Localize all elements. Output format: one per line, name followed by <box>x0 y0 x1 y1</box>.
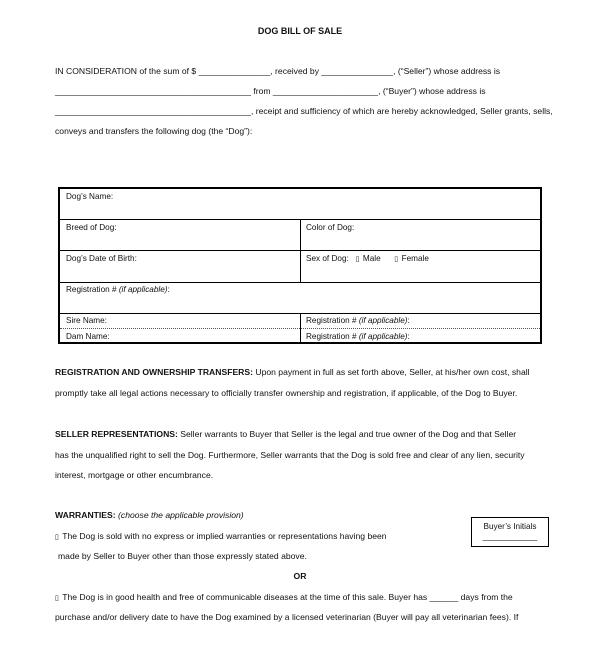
female-checkbox-icon[interactable]: ▯ <box>394 256 399 263</box>
warranty-option-2-line-2: purchase and/or delivery date to have the Dog examined by a licensed veterinarian (Buyer will pay all veterinarian fees). If <box>55 612 519 622</box>
male-option: Male <box>362 254 381 263</box>
color-label: Color of Dog: <box>306 223 355 232</box>
buyer-initials-label: Buyer’s Initials <box>483 522 537 531</box>
seller-reps-heading: SELLER REPRESENTATIONS: <box>55 429 178 439</box>
registration-text-1: Upon payment in full as set forth above, Seller, at his/her own cost, shall <box>255 367 530 377</box>
or-separator: OR <box>293 571 307 581</box>
intro-line-2: _________________________________________ from ______________________, (“Buyer”) whose address is <box>55 86 486 96</box>
warranties-heading: WARRANTIES: <box>55 510 116 520</box>
table-divider <box>300 313 301 344</box>
registration-line-2: promptly take all legal actions necessary to officially transfer ownership and registration, if applicable, of the Dog to Buyer. <box>55 388 518 398</box>
seller-reps-text-1: Seller warrants to Buyer that Seller is the legal and true owner of the Dog and that Seller <box>180 429 517 439</box>
warranties-heading-line <box>55 510 244 521</box>
table-divider <box>300 219 301 282</box>
seller-reps-line-3: interest, mortgage or other encumbrance. <box>55 470 214 480</box>
intro-line-1: IN CONSIDERATION of the sum of $ _______________, received by _______________, (“Seller”) whose address is <box>55 66 501 76</box>
colon: : <box>407 316 410 325</box>
dob-label: Dog’s Date of Birth: <box>66 254 137 263</box>
if-applicable-note: (if applicable) <box>118 285 168 294</box>
option-2-checkbox-icon[interactable]: ▯ <box>55 595 59 602</box>
sex-label: Sex of Dog: <box>306 254 349 263</box>
if-applicable-note: (if applicable) <box>358 316 408 325</box>
option-2-text-1: The Dog is in good health and free of communicable diseases at the time of this sale. Buyer has ______ days from the <box>62 592 513 602</box>
intro-line-4: conveys and transfers the following dog (the “Dog”): <box>55 126 253 136</box>
warranty-option-1-line-2: made by Seller to Buyer other than those expressly stated above. <box>58 551 307 561</box>
option-1-checkbox-icon[interactable]: ▯ <box>55 534 59 541</box>
warranty-option-1-line-1 <box>55 531 387 543</box>
seller-reps-line-2: has the unqualified right to sell the Dog. Furthermore, Seller warrants that the Dog is sold free and clear of any lien, security <box>55 450 525 460</box>
sire-registration-field <box>306 316 410 326</box>
male-checkbox-icon[interactable]: ▯ <box>355 256 360 263</box>
seller-reps-line-1 <box>55 429 516 440</box>
registration-line-1 <box>55 367 530 378</box>
female-option: Female <box>401 254 429 263</box>
warranty-option-2-line-1 <box>55 592 513 604</box>
dam-registration-field <box>306 332 410 342</box>
document-title: DOG BILL OF SALE <box>257 26 343 36</box>
intro-line-3: _________________________________________, receipt and sufficiency of which are hereby acknowledged, Seller grants, sells, <box>55 106 553 116</box>
sire-registration-label: Registration # <box>306 316 357 325</box>
registration-field <box>66 285 170 295</box>
buyer-initials-box[interactable] <box>471 517 549 547</box>
dogs-name-label: Dog’s Name: <box>66 192 114 201</box>
option-1-text-1: The Dog is sold with no express or implied warranties or representations having been <box>62 531 387 541</box>
dog-details-table <box>58 187 542 344</box>
warranties-note: (choose the applicable provision) <box>118 510 244 520</box>
dam-registration-label: Registration # <box>306 332 357 341</box>
table-rule <box>60 282 540 283</box>
registration-heading: REGISTRATION AND OWNERSHIP TRANSFERS: <box>55 367 253 377</box>
dam-label: Dam Name: <box>66 332 110 341</box>
breed-label: Breed of Dog: <box>66 223 117 232</box>
sire-label: Sire Name: <box>66 316 107 325</box>
colon: : <box>407 332 410 341</box>
sex-field <box>306 254 429 265</box>
colon: : <box>167 285 170 294</box>
buyer-initials-line: ____________ <box>482 532 538 541</box>
if-applicable-note: (if applicable) <box>358 332 408 341</box>
registration-label: Registration # <box>66 285 117 294</box>
